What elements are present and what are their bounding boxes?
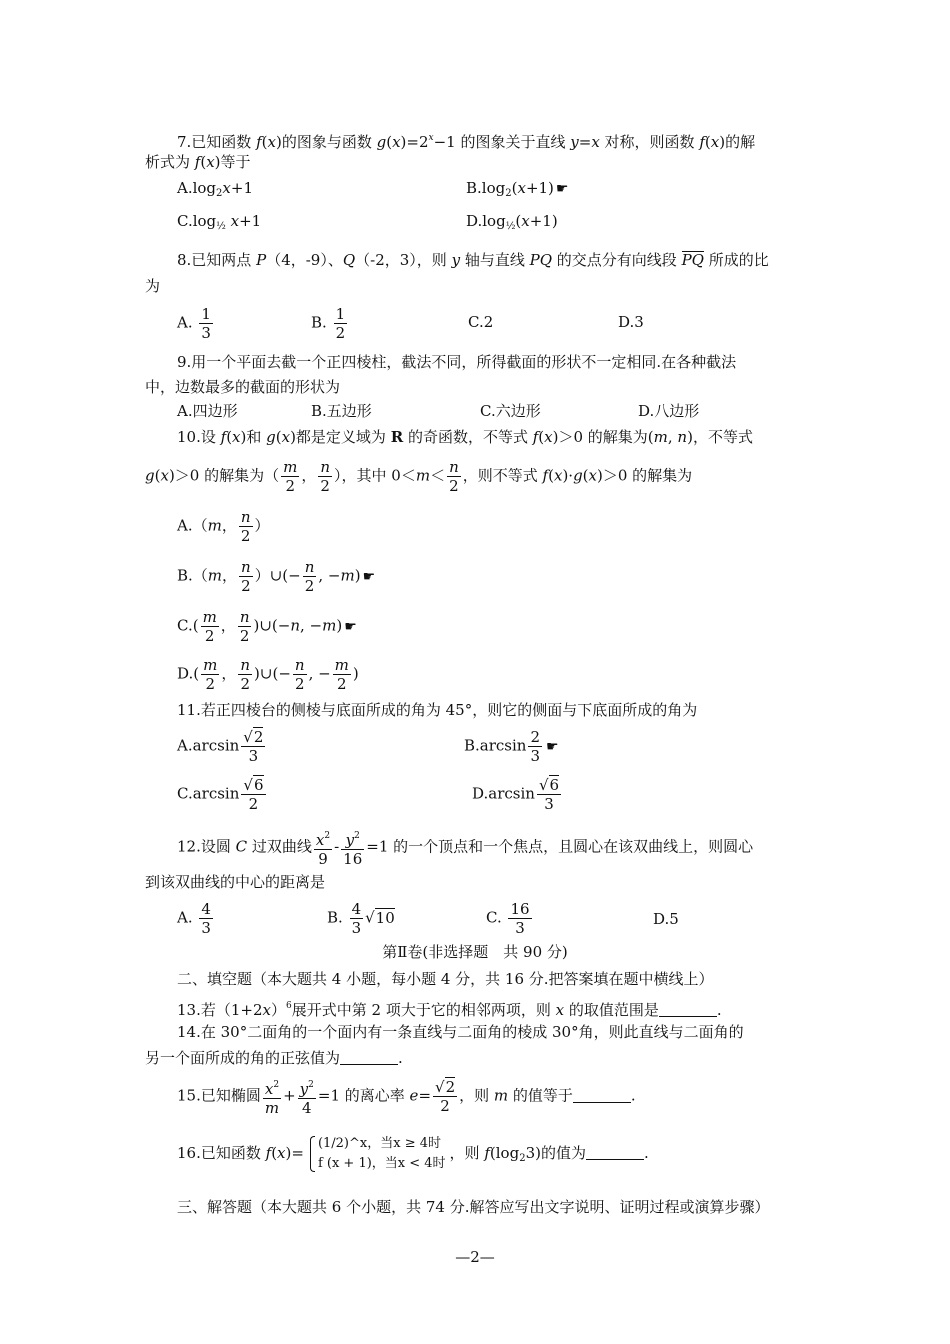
q7-stem-line2: 析式为 f(x)等于	[145, 153, 251, 171]
q12-option-a: A. $\frac{4}{3}$	[177, 900, 211, 937]
q9-option-b: B.五边形	[311, 402, 372, 420]
q7-option-a: $A.\log_2x+1$	[177, 179, 253, 199]
q8-stem-line1: 8.已知两点 P（4，-9）、Q（-2，3），则 y 轴与直线 PQ 的交点分有向线段 PQ 所成的比	[177, 251, 769, 269]
q9-option-c: C.六边形	[480, 402, 541, 420]
q12-option-b: B. $\frac{4}{3}$ √10	[327, 900, 395, 937]
q8-option-d: D.3	[618, 313, 644, 331]
q9-stem-line2: 中，边数最多的截面的形状为	[145, 378, 341, 396]
answer-mark-icon: ☛	[344, 618, 357, 635]
q14-line2: 另一个面所成的角的正弦值为 .	[145, 1049, 403, 1067]
q8-option-a: A. $\frac{1}{3}$	[177, 305, 211, 342]
q8-option-c: C.2	[468, 313, 494, 331]
answer-blank[interactable]	[573, 1088, 631, 1103]
q9-stem-line1: 9.用一个平面去截一个正四棱柱，截法不同，所得截面的形状不一定相同.在各种截法	[177, 353, 737, 371]
q15: 15.已知椭圆 $\frac{x^2}{m}$ + $\frac{y^2}{4}$ =1 的离心率 e= $\frac{√2}{2}$ ，则 m 的值等于 .	[177, 1078, 636, 1117]
piecewise-function: (1/2)^x，当x ≥ 4时 f (x + 1)，当x < 4时	[308, 1134, 446, 1174]
q7-option-d: $D.\log_{\frac{1}{2}}(x+1)$	[466, 212, 558, 232]
q10-stem-line1: 10.设 f(x)和 g(x)都是定义域为 R 的奇函数，不等式 f(x)＞0 的解集为(m, n)，不等式	[177, 428, 753, 446]
q10-stem-line2: g(x)＞0 的解集为（ $\frac{m}{2}$ ， $\frac{n}{2}$ ），其中 0＜m＜ $\frac{n}{2}$ ，则不等式 f(x)·g(x)＞0 的解集为	[145, 458, 693, 495]
q12-option-c: C. $\frac{16}{3}$	[486, 900, 530, 937]
page-number: —2—	[455, 1248, 495, 1266]
q11-option-d: D.arcsin $\frac{√6}{3}$	[472, 776, 560, 813]
q11-option-a: A.arcsin $\frac{√2}{3}$	[177, 728, 264, 765]
q7-stem-line1: 7.已知函数 f(x)的图象与函数 $g(x)=2^x-1$ 的图象关于直线 y=x 对称，则函数 f(x)的解	[177, 133, 756, 151]
answer-mark-icon: ☛	[546, 738, 559, 755]
q7-option-b: $B.\log_2(x+1)$ ☛	[466, 179, 569, 199]
part-two-title: 第Ⅱ卷(非选择题 共 90 分)	[382, 943, 568, 961]
q8-stem-line2: 为	[145, 277, 161, 295]
answer-blank[interactable]	[659, 1002, 717, 1017]
answer-mark-icon: ☛	[555, 181, 569, 197]
q10-option-c: C.( $\frac{m}{2}$ ， $\frac{n}{2}$ )∪(−n, −m) ☛	[177, 608, 357, 645]
q10-option-a: A.（m， $\frac{n}{2}$ ）	[177, 508, 270, 545]
answer-blank[interactable]	[586, 1145, 644, 1160]
q12-stem-line1: 12.设圆 C 过双曲线 $\frac{x^2}{9}$ - $\frac{y^2}{16}$ =1 的一个顶点和一个焦点，且圆心在该双曲线上，则圆心	[177, 827, 753, 868]
q13: 13.若$(1+2x)^6$展开式中第 2 项大于它的相邻两项，则 x 的取值范围是 .	[177, 1001, 722, 1019]
q12-option-d: D.5	[653, 910, 679, 928]
answer-blank[interactable]	[340, 1050, 398, 1065]
q9-option-d: D.八边形	[638, 402, 700, 420]
q9-option-a: A.四边形	[177, 402, 238, 420]
section-two-heading: 二、填空题（本大题共 4 小题，每小题 4 分，共 16 分.把答案填在题中横线上）	[177, 970, 714, 988]
q11-option-c: C.arcsin $\frac{√6}{2}$	[177, 776, 264, 813]
q7-option-c: $C.\log_{\frac{1}{2}}$ x+1	[177, 212, 262, 232]
q11-stem: 11.若正四棱台的侧棱与底面所成的角为 45°，则它的侧面与下底面所成的角为	[177, 701, 698, 719]
section-three-heading: 三、解答题（本大题共 6 个小题，共 74 分.解答应写出文字说明、证明过程或演算步骤）	[177, 1198, 770, 1216]
q16: 16.已知函数 f(x)= (1/2)^x，当x ≥ 4时 f (x + 1)，当x < 4时 ，则 $f(\log_23)$的值为 .	[177, 1134, 649, 1174]
q8-option-b: B. $\frac{1}{2}$	[311, 305, 346, 342]
q11-option-b: B.arcsin $\frac{2}{3}$ ☛	[464, 728, 559, 765]
q14-line1: 14.在 30°二面角的一个面内有一条直线与二面角的棱成 30°角，则此直线与二面角的	[177, 1023, 744, 1041]
q12-stem-line2: 到该双曲线的中心的距离是	[145, 873, 326, 891]
q10-option-d: D.( $\frac{m}{2}$ ， $\frac{n}{2}$ )∪(− $\frac{n}{2}$ , − $\frac{m}{2}$ )	[177, 656, 359, 693]
answer-mark-icon: ☛	[362, 568, 376, 585]
q10-option-b: B.（m， $\frac{n}{2}$ ）∪(− $\frac{n}{2}$ , −m) ☛	[177, 558, 376, 595]
